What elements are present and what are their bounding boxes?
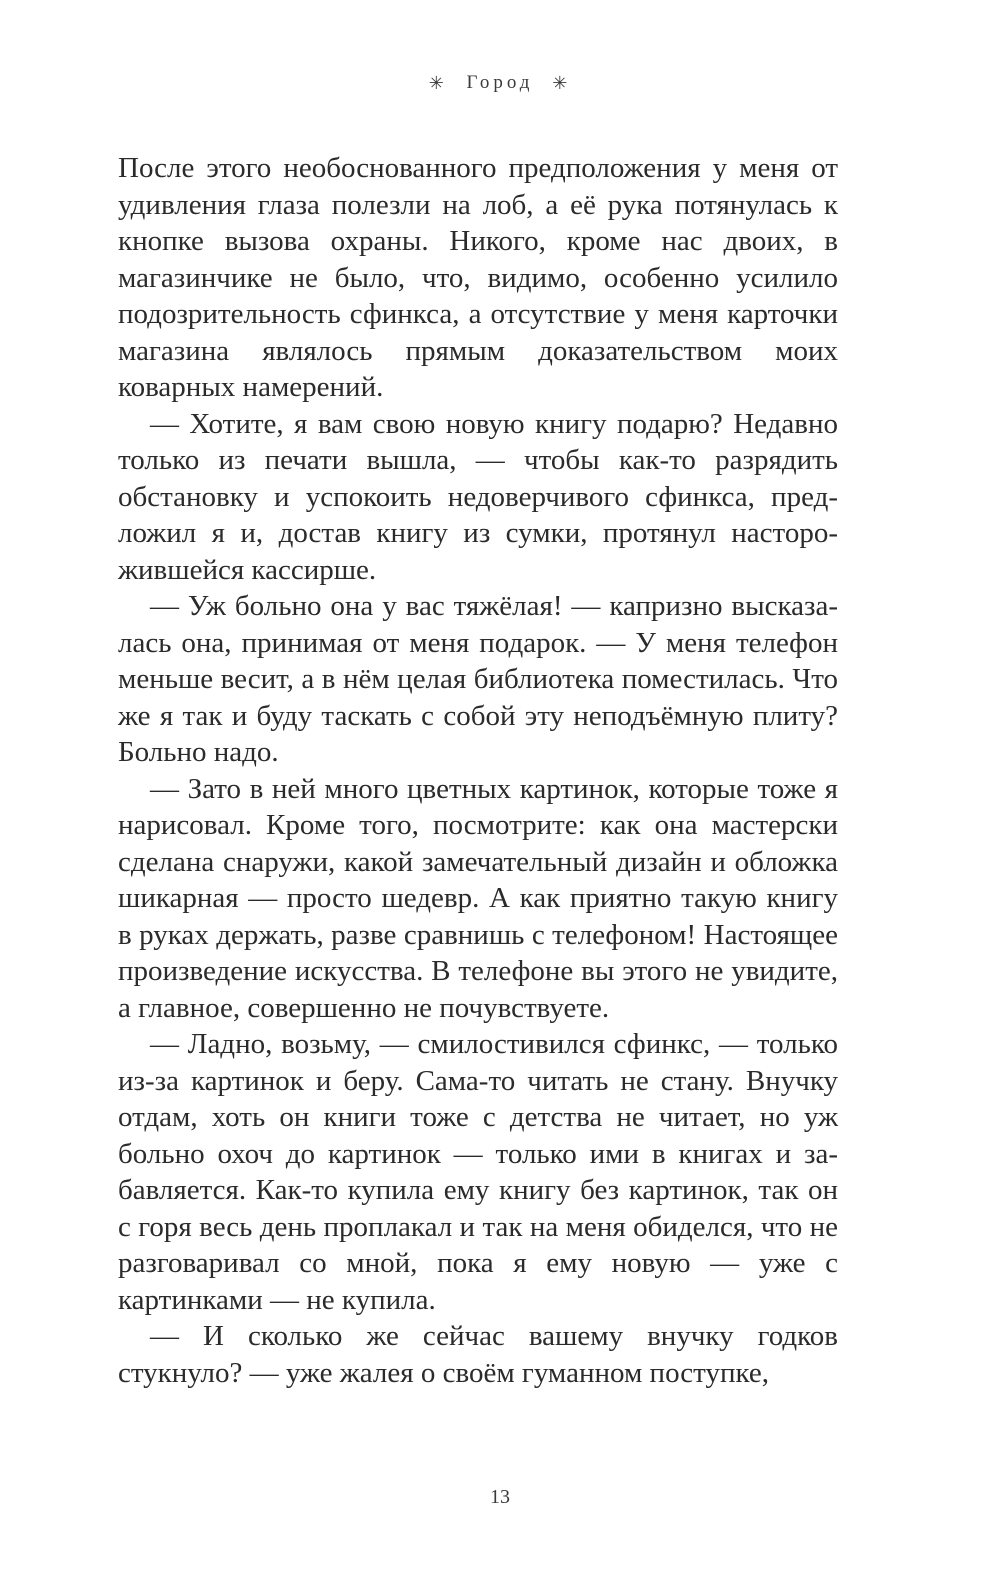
paragraph: — Ладно, возьму, — смилостивился сфинкс, — только из-за картинок и беру. Сама-то читать не стану. Внучку отдам, хоть он книги тоже с детства не читает, но уж больно охоч до картинок — только ими в книгах и забавляется. Как-то купила ему книгу без картинок, так он с горя весь день проплакал и так на меня обиделся, что не разговаривал со мной, пока я ему новую — уже с картинками — не купила. <box>118 1028 838 1316</box>
chapter-title: Город <box>466 72 534 93</box>
running-head <box>0 72 1000 94</box>
paragraph: — Хотите, я вам свою новую книгу подарю? Недавно только из печати вышла, — чтобы как-то разрядить обстановку и успокоить недоверчивого сфинкса, предложил я и, достав книгу из сумки, протянул насторожившейся кассирше. <box>118 407 838 586</box>
paragraph: — И сколько же сейчас вашему внучку годков стукнуло? — уже жалея о своём гуманном поступке, <box>118 1320 838 1389</box>
asterisk-ornament-left-icon: ✳ <box>428 73 448 93</box>
asterisk-ornament-right-icon: ✳ <box>552 73 572 93</box>
page-number: 13 <box>490 1486 510 1508</box>
paragraph: — Уж больно она у вас тяжёлая! — капризно высказалась она, принимая от меня подарок. — У меня телефон меньше весит, а в нём целая библиотека поместилась. Что же я так и буду таскать с собой эту неподъёмную плиту? Больно надо. <box>118 590 838 768</box>
paragraph: После этого необоснованного предположения у меня от удивления глаза полезли на лоб, а её рука потянулась к кнопке вызова охраны. Никого, кроме нас двоих, в магазинчике не было, что, видимо, особенно усилило подозрительность сфинкса, а отсутствие у меня карточки магазина являлось прямым доказательством моих коварных намерений. <box>118 152 838 403</box>
body-text <box>118 150 838 1391</box>
paragraph: — Зато в ней много цветных картинок, которые тоже я нарисовал. Кроме того, посмотрите: как она мастерски сделана снаружи, какой замечательный дизайн и обложка шикарная — просто шедевр. А как приятно такую книгу в руках держать, разве сравнишь с телефоном! Настоящее произведение искусства. В телефоне вы этого не увидите, а главное, совершенно не почувствуете. <box>118 772 838 1024</box>
